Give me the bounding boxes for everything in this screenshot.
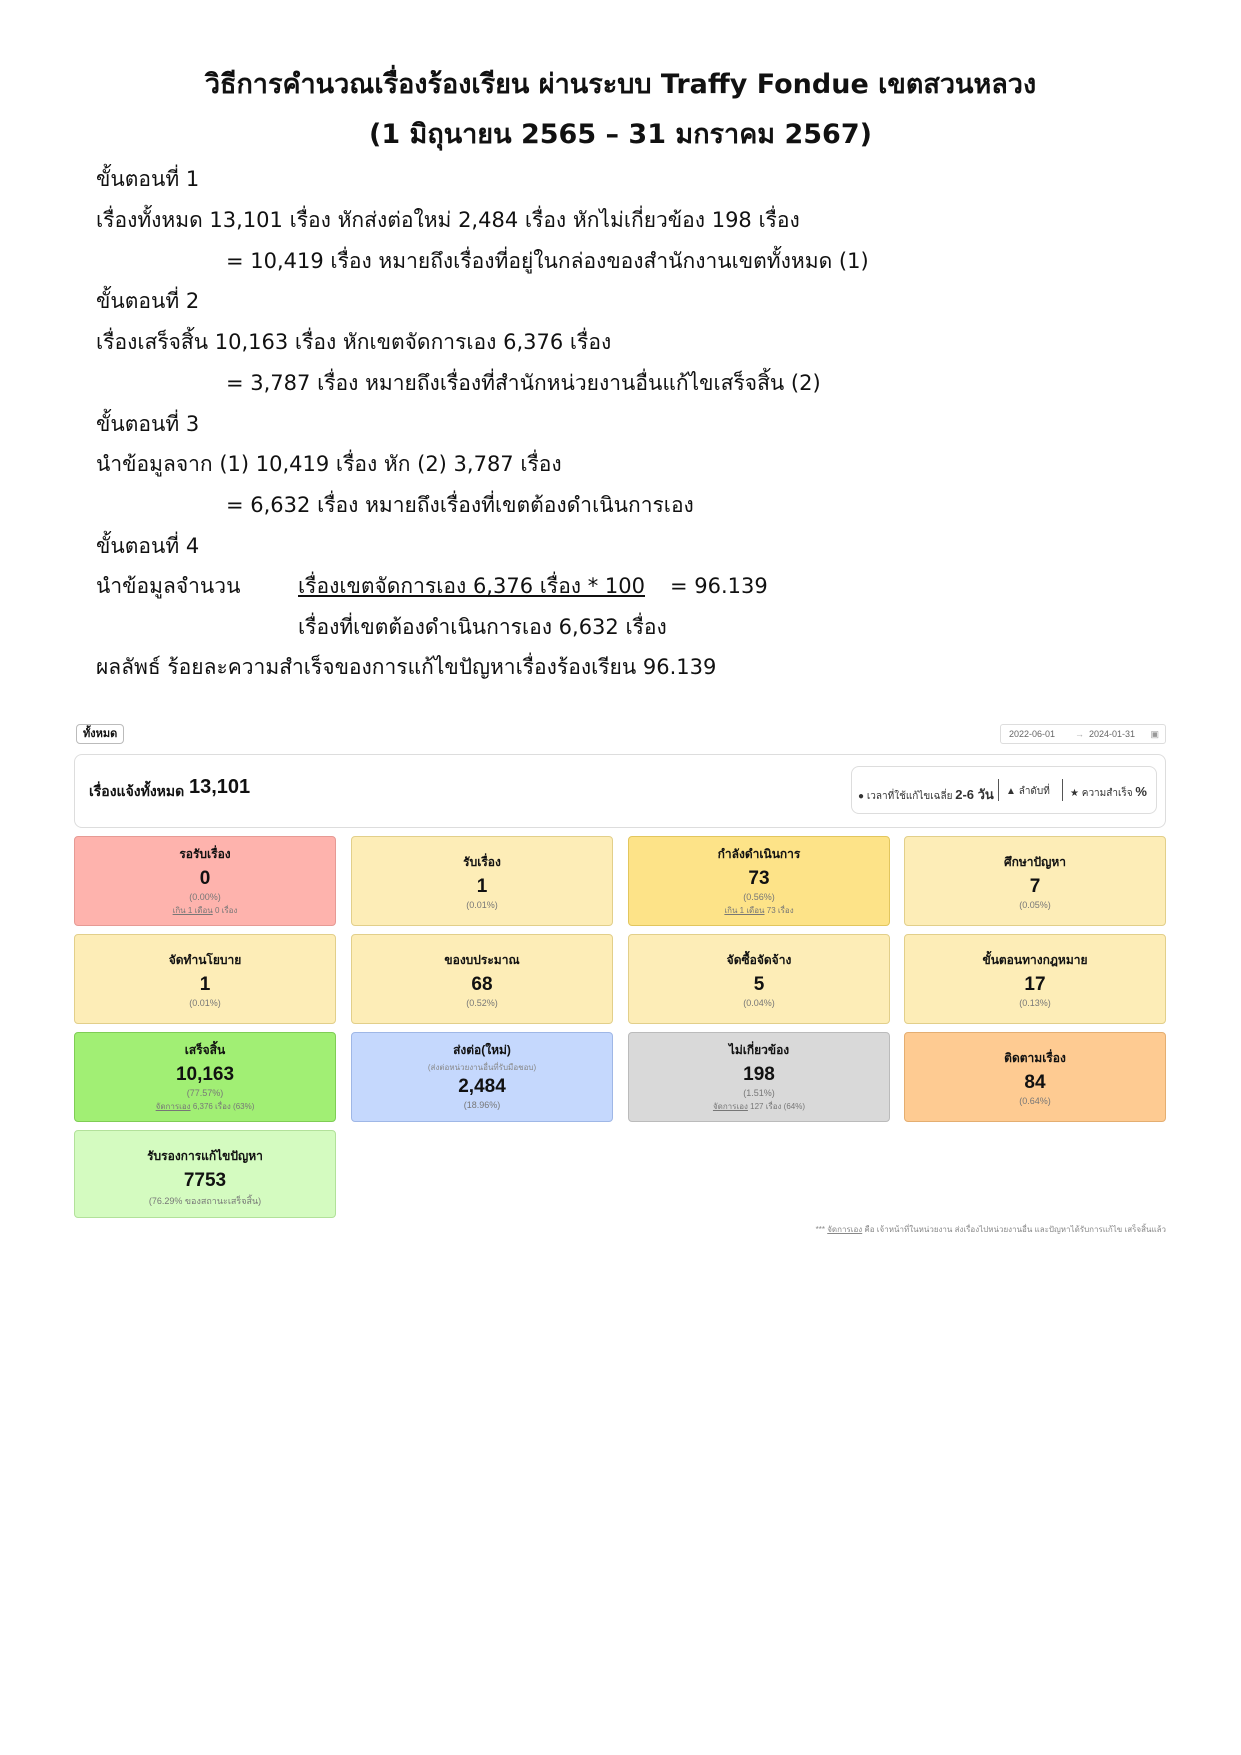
all-filter-button[interactable]: ทั้งหมด [76, 724, 124, 744]
total-label: เรื่องแจ้งทั้งหมด [89, 783, 185, 799]
date-from[interactable]: 2022-06-01 [1009, 729, 1056, 739]
clock-user-icon: ● [858, 791, 865, 802]
total-value: 13,101 [189, 776, 251, 798]
result-line: ผลลัพธ์ ร้อยละความสำเร็จของการแก้ไขปัญหาเรื่องร้องเรียน 96.139 [96, 655, 717, 679]
card-received[interactable]: รับเรื่อง 1 (0.01%) [351, 836, 613, 926]
card-budget[interactable]: ของบประมาณ 68 (0.52%) [351, 934, 613, 1024]
step-3-line: นำข้อมูลจาก (1) 10,419 เรื่อง หัก (2) 3,787 เรื่อง [96, 452, 562, 476]
step-4-label: นำข้อมูลจำนวน [96, 574, 241, 598]
stats-box [851, 766, 1157, 814]
doc-title-line-1: วิธีการคำนวณเรื่องร้องเรียน ผ่านระบบ Traffy Fondue เขตสวนหลวง [204, 69, 1037, 100]
card-legal[interactable]: ขั้นตอนทางกฎหมาย 17 (0.13%) [904, 934, 1166, 1024]
step-4-denominator: เรื่องที่เขตต้องดำเนินการเอง 6,632 เรื่อง [298, 615, 667, 639]
trophy-icon: ★ [1070, 788, 1079, 799]
card-in-progress[interactable]: กำลังดำเนินการ 73 (0.56%) เกิน 1 เดือน 73 เรื่อง [628, 836, 890, 926]
step-3-heading: ขั้นตอนที่ 3 [96, 412, 200, 436]
success-stat [1070, 784, 1147, 801]
rank-icon: ▲ [1006, 786, 1016, 797]
step-1-result: = 10,419 เรื่อง หมายถึงเรื่องที่อยู่ในกล่องของสำนักงานเขตทั้งหมด (1) [226, 249, 869, 273]
step-1-heading: ขั้นตอนที่ 1 [96, 167, 200, 191]
step-2-line: เรื่องเสร็จสิ้น 10,163 เรื่อง หักเขตจัดการเอง 6,376 เรื่อง [96, 330, 612, 354]
step-4-numerator: เรื่องเขตจัดการเอง 6,376 เรื่อง * 100 [298, 574, 645, 598]
success-value: % [1135, 784, 1147, 799]
step-1-line: เรื่องทั้งหมด 13,101 เรื่อง หักส่งต่อใหม่ 2,484 เรื่อง หักไม่เกี่ยวข้อง 198 เรื่อง [96, 208, 800, 232]
self-handled-link[interactable]: จัดการเอง [712, 1102, 748, 1111]
step-4-heading: ขั้นตอนที่ 4 [96, 534, 200, 558]
step-3-result: = 6,632 เรื่อง หมายถึงเรื่องที่เขตต้องดำเนินการเอง [226, 493, 694, 517]
step-2-heading: ขั้นตอนที่ 2 [96, 289, 200, 313]
dashboard-screenshot [74, 718, 1166, 1238]
avg-time-value: 2-6 วัน [955, 787, 994, 802]
date-to[interactable]: 2024-01-31 [1089, 729, 1136, 739]
success-label: ความสำเร็จ [1081, 788, 1133, 799]
card-follow-up[interactable]: ติดตามเรื่อง 84 (0.64%) [904, 1032, 1166, 1122]
card-waiting[interactable]: รอรับเรื่อง 0 (0.00%) เกิน 1 เดือน 0 เรื่อง [74, 836, 336, 926]
overdue-link[interactable]: เกิน 1 เดือน [172, 906, 213, 915]
step-2-result: = 3,787 เรื่อง หมายถึงเรื่องที่สำนักหน่วยงานอื่นแก้ไขเสร็จสิ้น (2) [226, 371, 821, 395]
step-4-equals: = 96.139 [670, 574, 768, 598]
footnote-link[interactable]: จัดการเอง [827, 1225, 863, 1234]
card-irrelevant[interactable]: ไม่เกี่ยวข้อง 198 (1.51%) จัดการเอง 127 เรื่อง (64%) [628, 1032, 890, 1122]
card-forwarded[interactable]: ส่งต่อ(ใหม่) (ส่งต่อหน่วยงานอื่นที่รับมือชอบ) 2,484 (18.96%) [351, 1032, 613, 1122]
self-handled-link[interactable]: จัดการเอง [155, 1102, 191, 1111]
rank-stat [1006, 784, 1050, 799]
date-separator: → [1075, 729, 1084, 739]
footnote: *** จัดการเอง คือ เจ้าหน้าที่ในหน่วยงาน ส่งเรื่องไปหน่วยงานอื่น และปัญหาได้รับการแก้ไข เสร็จสิ้นแล้ว [815, 1225, 1166, 1234]
avg-time-stat [858, 784, 994, 805]
card-completed[interactable]: เสร็จสิ้น 10,163 (77.57%) จัดการเอง 6,376 เรื่อง (63%) [74, 1032, 336, 1122]
stat-divider [1062, 779, 1063, 801]
rank-label: ลำดับที่ [1018, 786, 1050, 797]
summary-bar [74, 754, 1166, 828]
card-policy[interactable]: จัดทำนโยบาย 1 (0.01%) [74, 934, 336, 1024]
doc-title-line-2: (1 มิถุนายน 2565 – 31 มกราคม 2567) [369, 119, 872, 150]
avg-time-label: เวลาที่ใช้แก้ไขเฉลี่ย [866, 791, 953, 802]
card-procurement[interactable]: จัดซื้อจัดจ้าง 5 (0.04%) [628, 934, 890, 1024]
stat-divider [998, 779, 999, 801]
calendar-icon[interactable]: ▣ [1150, 729, 1159, 739]
overdue-link[interactable]: เกิน 1 เดือน [724, 906, 765, 915]
card-study[interactable]: ศึกษาปัญหา 7 (0.05%) [904, 836, 1166, 926]
date-range-picker[interactable] [1000, 724, 1166, 744]
card-certified[interactable]: รับรองการแก้ไขปัญหา 7753 (76.29% ของสถานะเสร็จสิ้น) [74, 1130, 336, 1218]
